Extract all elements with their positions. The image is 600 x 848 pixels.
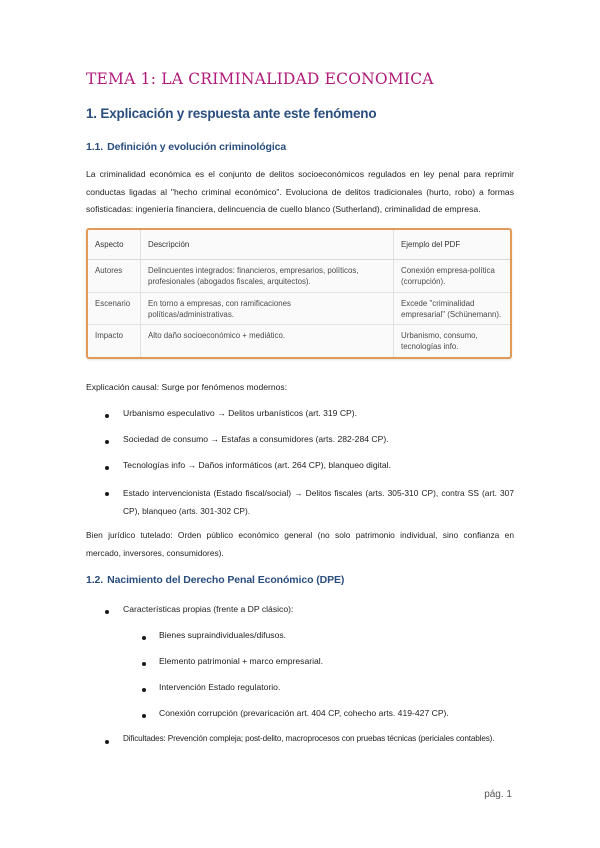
table-cell-description: [141, 292, 394, 325]
list-item: Dificultades: Prevención compleja; post-delito, macroprocesos con pruebas técnicas (periciales contables).: [123, 734, 495, 743]
list-item: Características propias (frente a DP clásico):: [123, 604, 294, 614]
bullet-icon: [105, 414, 109, 418]
cell-line: Delincuentes integrados: financieros, empresarios, políticos,: [148, 266, 359, 275]
cell-line: tecnologías info.: [401, 342, 459, 352]
bullet-icon: [105, 440, 109, 444]
bullet-icon: [105, 740, 109, 744]
list-item: Tecnologías info → Daños informáticos (art. 264 CP), blanqueo digital.: [123, 460, 391, 470]
definition-paragraph: [86, 166, 514, 219]
cell-line: En torno a empresas, con ramificaciones: [148, 298, 291, 308]
table-cell-aspect: Escenario: [88, 292, 141, 325]
cell-line: Conexión empresa-política: [401, 266, 495, 275]
table-cell-description: [141, 325, 394, 357]
bullet-icon: [105, 492, 109, 496]
section-heading: 1. Explicación y respuesta ante este fenómeno: [86, 106, 377, 121]
list-item: Intervención Estado regulatorio.: [159, 682, 281, 692]
paragraph-line: La criminalidad económica es el conjunto de delitos socioeconómicos regulados en ley penal para reprimir: [86, 169, 514, 179]
list-item-line: CP), blanqueo (arts. 301-302 CP).: [123, 505, 251, 516]
cell-line: Excede "criminalidad: [401, 298, 475, 308]
list-item-line: Estado intervencionista (Estado fiscal/social) → Delitos fiscales (arts. 305-310 CP), contra SS (art. 307: [123, 488, 514, 498]
cell-line: Alto daño socioeconómico + mediático.: [148, 331, 286, 341]
list-item: Bienes supraindividuales/difusos.: [159, 630, 287, 640]
bullet-icon: [105, 466, 109, 470]
page-number: pág. 1: [484, 789, 512, 800]
bullet-icon: [105, 610, 109, 614]
table-cell-description: [141, 260, 394, 293]
bien-juridico-paragraph: [86, 527, 514, 562]
cell-line: (corrupción).: [401, 277, 446, 286]
paragraph-line: mercado, inversores, consumidores).: [86, 547, 224, 558]
bullet-icon: [142, 636, 146, 640]
table-cell-aspect: Impacto: [88, 325, 141, 357]
paragraph-line: sofisticadas: ingeniería financiera, delincuencia de cuello blanco (Sutherland), criminalidad de empresa.: [86, 204, 481, 214]
table-row: [88, 325, 510, 357]
table-cell-example: [394, 325, 511, 357]
subsection-heading-1-1: [86, 141, 286, 153]
list-item: Elemento patrimonial + marco empresarial.: [159, 656, 324, 666]
list-item: [123, 485, 514, 520]
table-cell-example: [394, 260, 511, 293]
subsection-title: Nacimiento del Derecho Penal Económico (DPE): [107, 574, 345, 586]
table-header-row: [88, 230, 510, 260]
list-item: Urbanismo especulativo → Delitos urbanísticos (art. 319 CP).: [123, 408, 358, 418]
bullet-icon: [142, 662, 146, 666]
cell-line: Urbanismo, consumo,: [401, 331, 478, 341]
table-row: [88, 292, 510, 325]
table-header-aspect: Aspecto: [88, 230, 141, 260]
bullet-icon: [142, 714, 146, 718]
subsection-title: Definición y evolución criminológica: [107, 141, 287, 153]
subsection-number: 1.2.: [86, 574, 104, 586]
table-header-description: Descripción: [141, 230, 394, 260]
cell-line: empresarial" (Schünemann).: [401, 309, 502, 319]
table-header-example: Ejemplo del PDF: [394, 230, 511, 260]
cell-line: profesionales (abogados fiscales, arquitectos).: [148, 277, 311, 286]
table-row: [88, 260, 510, 293]
list-item: Sociedad de consumo → Estafas a consumidores (arts. 282-284 CP).: [123, 434, 389, 444]
bullet-icon: [142, 688, 146, 692]
comparison-table: [86, 228, 512, 359]
table-cell-aspect: Autores: [88, 260, 141, 293]
paragraph-line: Bien jurídico tutelado: Orden público económico general (no solo patrimonio individual, sino confianza en: [86, 530, 514, 540]
subsection-heading-1-2: [86, 574, 344, 586]
paragraph-line: conductas ligadas al "hecho criminal económico". Evoluciona de delitos tradicionales (hurto, robo) a formas: [86, 186, 514, 197]
subsection-number: 1.1.: [86, 141, 104, 153]
list-item: Conexión corrupción (prevaricación art. 404 CP, cohecho arts. 419-427 CP).: [159, 708, 449, 718]
document-title: TEMA 1: LA CRIMINALIDAD ECONOMICA: [86, 70, 434, 88]
cell-line: políticas/administrativas.: [148, 309, 234, 319]
causal-intro: Explicación causal: Surge por fenómenos modernos:: [86, 382, 288, 392]
table-cell-example: [394, 292, 511, 325]
